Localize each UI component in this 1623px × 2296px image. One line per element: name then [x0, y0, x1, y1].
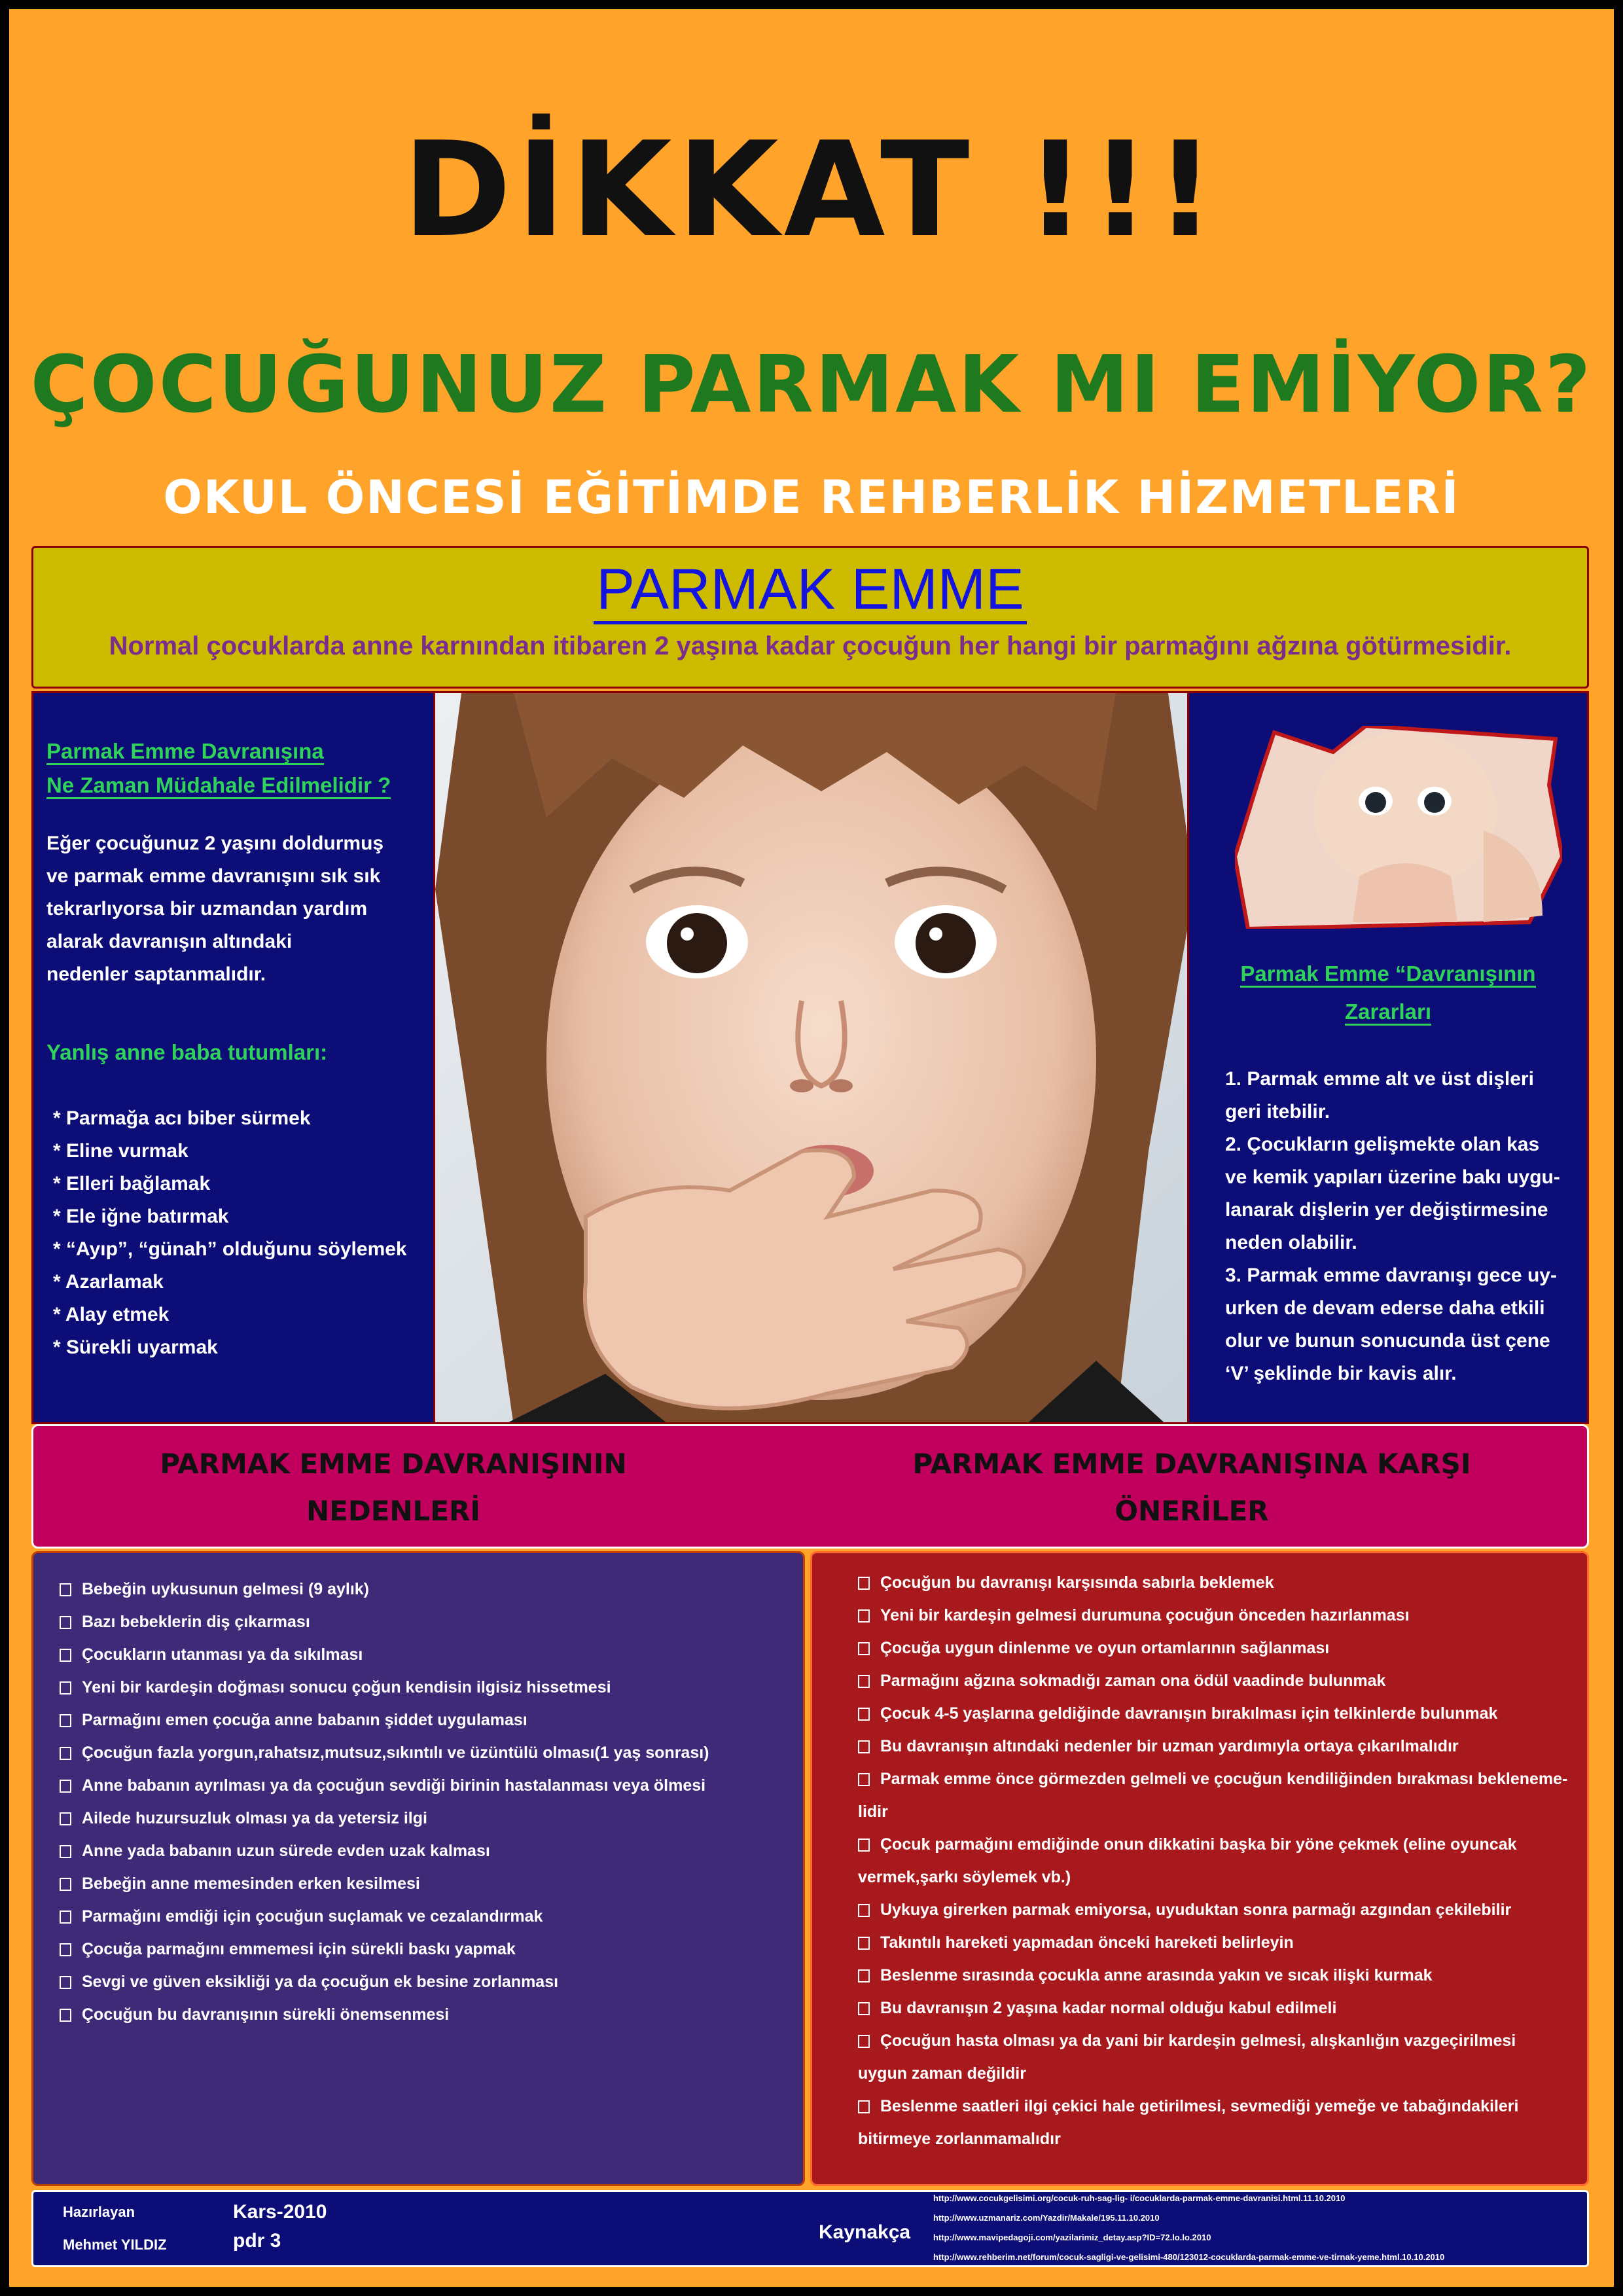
child-photo	[433, 691, 1192, 1424]
baby-photo	[1235, 726, 1562, 929]
checkbox-icon	[858, 1773, 870, 1786]
intervention-panel	[31, 691, 442, 1424]
asterisk-icon: *	[53, 1173, 67, 1194]
poster	[7, 7, 1616, 2289]
list-item	[53, 1102, 407, 1135]
definition-text: Normal çocuklarda anne karnından itibaren 2 yaşına kadar çocuğun her hangi bir parmağını ağzına götürmesidir.	[109, 632, 1512, 660]
harms-line: 1. Parmak emme alt ve üst dişleri	[1225, 1068, 1534, 1090]
checkbox-icon	[858, 1904, 870, 1917]
causes-panel	[31, 1551, 805, 2186]
list-item	[858, 2123, 1567, 2155]
intervention-heading-line1: Parmak Emme Davranışına	[46, 739, 324, 765]
list-item-text: uygun zaman değildir	[858, 2064, 1026, 2083]
list-item-text: Parmağını ağzına sokmadığı zaman ona ödül vaadinde bulunmak	[880, 1672, 1386, 1690]
checkbox-icon	[60, 1910, 71, 1924]
list-item-text: Sürekli uyarmak	[66, 1336, 218, 1358]
causes-heading-line2: NEDENLERİ	[306, 1495, 480, 1527]
list-item-text: Çocuğun bu davranışının sürekli önemsenmesi	[82, 2005, 450, 2024]
asterisk-icon: *	[53, 1238, 67, 1260]
harms-line: 2. Çocukların gelişmekte olan kas	[1225, 1134, 1540, 1155]
list-item-text: Bebeğin anne memesinden erken kesilmesi	[82, 1874, 420, 1893]
list-item	[858, 1599, 1567, 1632]
checkbox-icon	[858, 2100, 870, 2113]
list-item-text: Eline vurmak	[66, 1140, 188, 1162]
list-item	[60, 1965, 709, 1998]
source-link[interactable]: http://www.uzmanariz.com/Yazdir/Makale/195.11.10.2010	[933, 2213, 1160, 2223]
list-item	[53, 1200, 407, 1233]
suggestions-heading	[806, 1441, 1578, 1535]
asterisk-icon: *	[53, 1140, 67, 1162]
main-title: DİKKAT !!!	[402, 114, 1221, 266]
list-item	[60, 1900, 709, 1933]
harms-line: lanarak dişlerin yer değiştirmesine	[1225, 1199, 1548, 1221]
causes-heading-line1: PARMAK EMME DAVRANIŞININ	[160, 1448, 627, 1480]
harms-line: ‘V’ şeklinde bir kavis alır.	[1225, 1363, 1457, 1384]
list-item	[858, 1893, 1567, 1926]
checkbox-icon	[858, 1969, 870, 1982]
intervention-heading-line2: Ne Zaman Müdahale Edilmelidir ?	[46, 773, 391, 799]
list-item-text: Beslenme sırasında çocukla anne arasında yakın ve sıcak ilişki kurmak	[880, 1966, 1433, 1984]
list-item-text: “Ayıp”, “günah” olduğunu söylemek	[66, 1238, 407, 1260]
list-item	[60, 1769, 709, 1802]
suggestions-heading-line1: PARMAK EMME DAVRANIŞINA KARŞI	[912, 1448, 1471, 1480]
question-title: ÇOCUĞUNUZ PARMAK MI EMİYOR?	[30, 340, 1593, 431]
source-link[interactable]: http://www.mavipedagoji.com/yazilarimiz_detay.asp?ID=72.lo.lo.2010	[933, 2233, 1211, 2242]
asterisk-icon: *	[53, 1304, 65, 1325]
checkbox-icon	[60, 1681, 71, 1695]
source-link[interactable]: http://www.cocukgelisimi.org/cocuk-ruh-sag-lig- i/cocuklarda-parmak-emme-davranisi.html.11.10.2010	[933, 2193, 1346, 2203]
paragraph-line: Eğer çocuğunuz 2 yaşını doldurmuş	[46, 833, 384, 854]
list-item	[60, 1671, 709, 1704]
paragraph-line: ve parmak emme davranışını sık sık	[46, 865, 381, 887]
harms-line: olur ve bunun sonucunda üst çene	[1225, 1330, 1550, 1352]
list-item	[53, 1331, 407, 1364]
list-item	[858, 1632, 1567, 1664]
checkbox-icon	[858, 2002, 870, 2015]
definition-box	[31, 546, 1589, 689]
checkbox-icon	[60, 1714, 71, 1727]
baby-illustration	[1235, 726, 1562, 929]
list-item-text: Elleri bağlamak	[66, 1173, 211, 1194]
checkbox-icon	[60, 1812, 71, 1825]
wrong-attitudes-heading: Yanlış anne baba tutumları:	[46, 1040, 328, 1064]
paragraph-line: tekrarlıyorsa bir uzmandan yardım	[46, 898, 368, 920]
list-item	[60, 1638, 709, 1671]
list-item-text: Takıntılı hareketi yapmadan önceki hareketi belirleyin	[880, 1933, 1294, 1952]
paragraph-line: nedenler saptanmalıdır.	[46, 963, 266, 985]
list-item	[858, 1861, 1567, 1893]
checkbox-icon	[858, 1937, 870, 1950]
list-item-text: Çocuk 4-5 yaşlarına geldiğinde davranışın bırakılması için telkinlerde bulunmak	[880, 1704, 1498, 1723]
list-item	[858, 1730, 1567, 1763]
checkbox-icon	[858, 1839, 870, 1852]
list-item-text: Bebeğin uykusunun gelmesi (9 aylık)	[82, 1580, 370, 1598]
causes-list	[60, 1573, 709, 2031]
checkbox-icon	[60, 1649, 71, 1662]
checkbox-icon	[60, 1845, 71, 1858]
harms-list	[1225, 1063, 1560, 1390]
list-item	[858, 2024, 1567, 2057]
list-item-text: Anne yada babanın uzun sürede evden uzak kalması	[82, 1842, 490, 1860]
checkbox-icon	[60, 1780, 71, 1793]
asterisk-icon: *	[53, 1271, 65, 1293]
checkbox-icon	[858, 1577, 870, 1590]
list-item	[60, 1605, 709, 1638]
list-item	[858, 2057, 1567, 2090]
list-item	[858, 1992, 1567, 2024]
checkbox-icon	[858, 2035, 870, 2048]
list-item	[60, 1998, 709, 2031]
harms-panel	[1187, 691, 1589, 1424]
list-item-text: Parmağını emdiği için çocuğun suçlamak ve cezalandırmak	[82, 1907, 543, 1926]
causes-heading	[33, 1441, 753, 1535]
list-item-text: Çocuğa parmağını emmemesi için sürekli baskı yapmak	[82, 1940, 516, 1958]
list-item	[858, 1959, 1567, 1992]
list-item-text: Çocuğun fazla yorgun,rahatsız,mutsuz,sıkıntılı ve üzüntülü olması(1 yaş sonrası)	[82, 1744, 709, 1762]
list-item-text: lidir	[858, 1803, 888, 1821]
list-item-text: Anne babanın ayrılması ya da çocuğun sevdiği birinin hastalanması veya ölmesi	[82, 1776, 706, 1795]
list-item	[53, 1266, 407, 1299]
list-item	[858, 1926, 1567, 1959]
asterisk-icon: *	[53, 1336, 67, 1358]
checkbox-icon	[60, 1616, 71, 1629]
suggestions-heading-line2: ÖNERİLER	[1115, 1495, 1269, 1527]
harms-line: urken de devam ederse daha etkili	[1225, 1297, 1545, 1319]
intervention-paragraph	[46, 827, 383, 991]
list-item	[53, 1299, 407, 1331]
list-item	[60, 1704, 709, 1736]
list-item	[60, 1933, 709, 1965]
harms-line: neden olabilir.	[1225, 1232, 1357, 1253]
list-item-text: bitirmeye zorlanmamalıdır	[858, 2130, 1061, 2148]
list-item	[858, 1828, 1567, 1861]
harms-heading	[1189, 955, 1587, 1031]
harms-heading-line2: Zararları	[1345, 999, 1431, 1026]
checkbox-icon	[60, 1943, 71, 1956]
list-item-text: Beslenme saatleri ilgi çekici hale getirilmesi, sevmediği yemeğe ve tabağındakileri	[880, 2097, 1519, 2115]
list-item-text: Ailede huzursuzluk olması ya da yetersiz ilgi	[82, 1809, 427, 1827]
list-item	[60, 1867, 709, 1900]
place-date: Kars-2010	[233, 2201, 327, 2223]
list-item	[858, 1697, 1567, 1730]
girl-sucking-thumb-illustration	[435, 693, 1192, 1424]
list-item	[60, 1835, 709, 1867]
list-item-text: Azarlamak	[65, 1271, 164, 1293]
checkbox-icon	[858, 1609, 870, 1623]
subtitle: OKUL ÖNCESİ EĞİTİMDE REHBERLİK HİZMETLERİ	[163, 471, 1460, 524]
checkbox-icon	[60, 2009, 71, 2022]
list-item-text: Çocukların utanması ya da sıkılması	[82, 1645, 363, 1664]
checkbox-icon	[60, 1878, 71, 1891]
wrong-attitudes-list	[53, 1102, 407, 1364]
list-item	[60, 1736, 709, 1769]
list-item	[60, 1802, 709, 1835]
prepared-name: Mehmet YILDIZ	[63, 2236, 167, 2253]
list-item-text: Sevgi ve güven eksikliği ya da çocuğun ek besine zorlanması	[82, 1973, 559, 1991]
prepared-label: Hazırlayan	[63, 2204, 135, 2220]
sources-label: Kaynakça	[819, 2221, 911, 2243]
checkbox-icon	[858, 1675, 870, 1688]
list-item-text: Alay etmek	[65, 1304, 169, 1325]
list-item-text: Parmağa acı biber sürmek	[66, 1107, 311, 1129]
list-item-text: Parmağını emen çocuğa anne babanın şiddet uygulaması	[82, 1711, 527, 1729]
list-item-text: vermek,şarkı söylemek vb.)	[858, 1868, 1071, 1886]
source-link[interactable]: http://www.rehberim.net/forum/cocuk-sagligi-ve-gelisimi-480/123012-cocuklarda-parmak-emme-ve-tirnak-yeme.html.10.10.2010	[933, 2252, 1445, 2262]
list-item	[858, 1664, 1567, 1697]
checkbox-icon	[858, 1740, 870, 1753]
list-item-text: Çocuğun hasta olması ya da yani bir kardeşin gelmesi, alışkanlığın vazgeçirilmesi	[880, 2032, 1516, 2050]
paragraph-line: alarak davranışın altındaki	[46, 931, 293, 952]
checkbox-icon	[60, 1976, 71, 1989]
section-band	[31, 1424, 1589, 1549]
list-item-text: Uykuya girerken parmak emiyorsa, uyuduktan sonra parmağı azgından çekilebilir	[880, 1901, 1512, 1919]
list-item	[53, 1233, 407, 1266]
checkbox-icon	[858, 1708, 870, 1721]
checkbox-icon	[60, 1583, 71, 1596]
list-item-text: Ele iğne batırmak	[66, 1206, 229, 1227]
list-item-text: Yeni bir kardeşin doğması sonucu çoğun kendisin ilgisiz hissetmesi	[82, 1678, 611, 1696]
list-item-text: Yeni bir kardeşin gelmesi durumuna çocuğun önceden hazırlanması	[880, 1606, 1410, 1624]
class-label: pdr 3	[233, 2230, 281, 2251]
list-item-text: Çocuk parmağını emdiğinde onun dikkatini başka bir yöne çekmek (eline oyuncak	[880, 1835, 1517, 1854]
list-item	[858, 1566, 1567, 1599]
suggestions-list	[858, 1566, 1567, 2155]
list-item-text: Parmak emme önce görmezden gelmeli ve çocuğun kendiliğinden bırakması bekleneme-	[880, 1770, 1568, 1788]
list-item-text: Bu davranışın 2 yaşına kadar normal olduğu kabul edilmeli	[880, 1999, 1337, 2017]
definition-title	[33, 556, 1587, 622]
asterisk-icon: *	[53, 1206, 67, 1227]
list-item	[60, 1573, 709, 1605]
harms-line: 3. Parmak emme davranışı gece uy-	[1225, 1265, 1557, 1286]
asterisk-icon: *	[53, 1107, 67, 1129]
suggestions-panel	[810, 1551, 1589, 2186]
list-item-text: Bazı bebeklerin diş çıkarması	[82, 1613, 310, 1631]
list-item-text: Çocuğa uygun dinlenme ve oyun ortamlarının sağlanması	[880, 1639, 1330, 1657]
list-item	[858, 1795, 1567, 1828]
intervention-heading	[46, 739, 391, 798]
list-item	[53, 1135, 407, 1168]
harms-heading-line1: Parmak Emme “Davranışının	[1240, 961, 1535, 988]
harms-line: ve kemik yapıları üzerine bakı uygu-	[1225, 1166, 1560, 1188]
definition-title-text: PARMAK EMME	[594, 556, 1027, 624]
list-item	[53, 1168, 407, 1200]
list-item	[858, 1763, 1567, 1795]
harms-line: geri itebilir.	[1225, 1101, 1330, 1122]
list-item-text: Bu davranışın altındaki nedenler bir uzman yardımıyla ortaya çıkarılmalıdır	[880, 1737, 1459, 1755]
list-item-text: Çocuğun bu davranışı karşısında sabırla beklemek	[880, 1573, 1274, 1592]
footer	[31, 2190, 1589, 2267]
checkbox-icon	[60, 1747, 71, 1760]
list-item	[858, 2090, 1567, 2123]
checkbox-icon	[858, 1642, 870, 1655]
